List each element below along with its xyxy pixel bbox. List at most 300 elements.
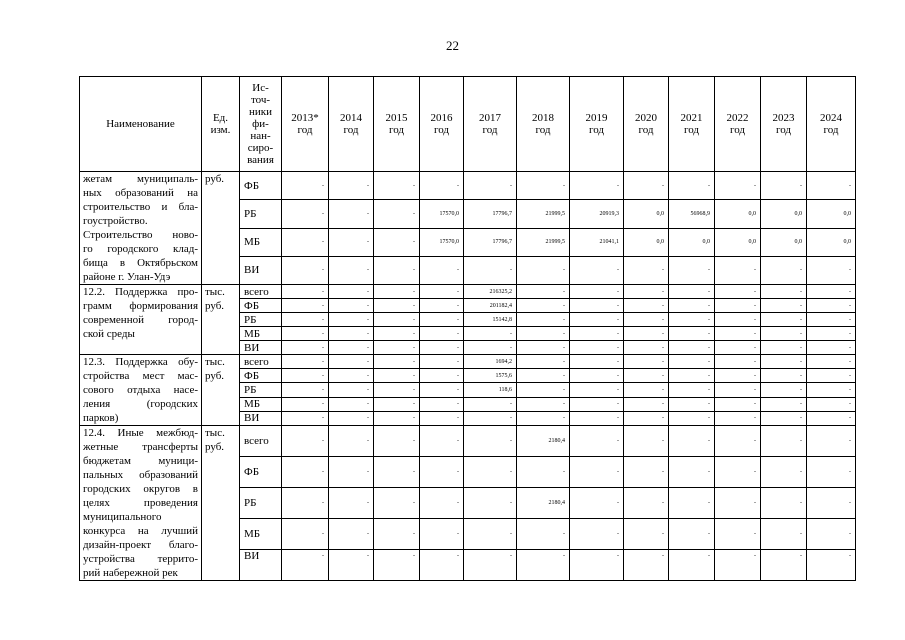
cell-value: - bbox=[282, 488, 329, 519]
cell-value: - bbox=[761, 327, 807, 341]
table-row bbox=[80, 355, 856, 369]
row-source: ФБ bbox=[240, 457, 282, 488]
cell-value: - bbox=[282, 200, 329, 228]
cell-value: - bbox=[570, 426, 624, 457]
cell-value: - bbox=[761, 313, 807, 327]
cell-value: - bbox=[282, 369, 329, 383]
row-source: ВИ bbox=[240, 256, 282, 284]
cell-value: - bbox=[374, 200, 420, 228]
cell-value: - bbox=[464, 426, 517, 457]
cell-value: - bbox=[570, 355, 624, 369]
cell-value: - bbox=[464, 172, 517, 200]
cell-value: - bbox=[715, 299, 761, 313]
row-name-line: муниципального bbox=[83, 511, 162, 523]
cell-value: - bbox=[570, 341, 624, 355]
cell-value: - bbox=[282, 426, 329, 457]
cell-value: - bbox=[420, 256, 464, 284]
cell-value: - bbox=[374, 313, 420, 327]
cell-value: - bbox=[282, 355, 329, 369]
cell-value: - bbox=[329, 397, 374, 411]
cell-value: - bbox=[570, 313, 624, 327]
cell-value: 17570,0 bbox=[420, 200, 464, 228]
cell-value: - bbox=[464, 488, 517, 519]
cell-value: - bbox=[624, 256, 669, 284]
cell-value: - bbox=[464, 550, 517, 581]
cell-value: - bbox=[374, 327, 420, 341]
cell-value: - bbox=[669, 519, 715, 550]
cell-value: - bbox=[624, 426, 669, 457]
cell-value: - bbox=[715, 488, 761, 519]
header-year: 2022 год bbox=[715, 77, 761, 172]
cell-value: - bbox=[669, 457, 715, 488]
cell-value: - bbox=[517, 256, 570, 284]
cell-value: - bbox=[715, 313, 761, 327]
cell-value: - bbox=[624, 172, 669, 200]
cell-value: 0,0 bbox=[715, 228, 761, 256]
cell-value: - bbox=[624, 383, 669, 397]
cell-value: - bbox=[715, 426, 761, 457]
row-source: ВИ bbox=[240, 550, 282, 581]
cell-value: - bbox=[807, 457, 856, 488]
header-year: 2017 год bbox=[464, 77, 517, 172]
table-body bbox=[80, 172, 856, 581]
cell-value: - bbox=[517, 327, 570, 341]
cell-value: 0,0 bbox=[761, 200, 807, 228]
cell-value: - bbox=[624, 369, 669, 383]
cell-value: - bbox=[715, 397, 761, 411]
table-row bbox=[80, 285, 856, 299]
cell-value: - bbox=[761, 550, 807, 581]
cell-value: - bbox=[715, 369, 761, 383]
cell-value: - bbox=[807, 299, 856, 313]
cell-value: - bbox=[420, 369, 464, 383]
cell-value: - bbox=[420, 355, 464, 369]
header-year: 2023 год bbox=[761, 77, 807, 172]
row-name-line: пальных образований bbox=[83, 469, 198, 481]
cell-value: 216325,2 bbox=[464, 285, 517, 299]
row-name-line: дизайн-проект благо- bbox=[83, 539, 198, 551]
header-year: 2014 год bbox=[329, 77, 374, 172]
table-row bbox=[80, 172, 856, 200]
row-name-line: современной город- bbox=[83, 314, 198, 326]
cell-value: - bbox=[669, 369, 715, 383]
cell-value: - bbox=[329, 172, 374, 200]
cell-value: 2180,4 bbox=[517, 426, 570, 457]
cell-value: - bbox=[715, 327, 761, 341]
cell-value: - bbox=[807, 426, 856, 457]
row-name-line: устройства террито- bbox=[83, 553, 198, 565]
cell-value: - bbox=[624, 327, 669, 341]
cell-value: - bbox=[374, 519, 420, 550]
header-unit: Ед. изм. bbox=[202, 77, 240, 172]
cell-value: 0,0 bbox=[624, 228, 669, 256]
cell-value: - bbox=[715, 341, 761, 355]
cell-value: - bbox=[420, 519, 464, 550]
cell-value: - bbox=[420, 457, 464, 488]
row-name-line: сового отдыха насе- bbox=[83, 384, 198, 396]
cell-value: - bbox=[420, 327, 464, 341]
cell-value: - bbox=[282, 519, 329, 550]
row-source: ФБ bbox=[240, 369, 282, 383]
cell-value: 1575,6 bbox=[464, 369, 517, 383]
cell-value: - bbox=[329, 341, 374, 355]
cell-value: - bbox=[374, 488, 420, 519]
cell-value: - bbox=[329, 313, 374, 327]
cell-value: - bbox=[517, 172, 570, 200]
cell-value: - bbox=[329, 411, 374, 425]
cell-value: - bbox=[669, 341, 715, 355]
cell-value: - bbox=[517, 299, 570, 313]
row-name bbox=[80, 355, 202, 426]
cell-value: 2180,4 bbox=[517, 488, 570, 519]
row-name-line: гоустройство. bbox=[83, 215, 148, 227]
row-source: всего bbox=[240, 355, 282, 369]
cell-value: - bbox=[517, 369, 570, 383]
cell-value: - bbox=[329, 457, 374, 488]
cell-value: - bbox=[715, 383, 761, 397]
cell-value: - bbox=[570, 397, 624, 411]
cell-value: - bbox=[282, 256, 329, 284]
cell-value: - bbox=[420, 488, 464, 519]
cell-value: - bbox=[282, 285, 329, 299]
cell-value: - bbox=[329, 285, 374, 299]
row-name-line: ных образований на bbox=[83, 187, 198, 199]
row-source: МБ bbox=[240, 519, 282, 550]
cell-value: - bbox=[570, 327, 624, 341]
cell-value: 17570,0 bbox=[420, 228, 464, 256]
cell-value: 56968,9 bbox=[669, 200, 715, 228]
cell-value: - bbox=[715, 355, 761, 369]
cell-value: - bbox=[517, 355, 570, 369]
header-year: 2013* год bbox=[282, 77, 329, 172]
cell-value: - bbox=[420, 426, 464, 457]
header-year: 2018 год bbox=[517, 77, 570, 172]
row-source: всего bbox=[240, 285, 282, 299]
cell-value: - bbox=[464, 519, 517, 550]
cell-value: - bbox=[329, 383, 374, 397]
cell-value: - bbox=[374, 383, 420, 397]
cell-value: - bbox=[282, 327, 329, 341]
cell-value: - bbox=[282, 228, 329, 256]
cell-value: - bbox=[761, 341, 807, 355]
cell-value: - bbox=[282, 457, 329, 488]
cell-value: - bbox=[329, 327, 374, 341]
row-source: МБ bbox=[240, 327, 282, 341]
cell-value: - bbox=[807, 341, 856, 355]
row-unit: тыс. руб. bbox=[202, 285, 240, 355]
cell-value: - bbox=[624, 411, 669, 425]
cell-value: - bbox=[464, 327, 517, 341]
cell-value: - bbox=[761, 426, 807, 457]
cell-value: 0,0 bbox=[715, 200, 761, 228]
cell-value: - bbox=[761, 488, 807, 519]
cell-value: 21999,5 bbox=[517, 200, 570, 228]
cell-value: - bbox=[761, 285, 807, 299]
cell-value: - bbox=[282, 341, 329, 355]
cell-value: - bbox=[807, 397, 856, 411]
cell-value: - bbox=[807, 285, 856, 299]
cell-value: - bbox=[374, 256, 420, 284]
cell-value: - bbox=[464, 397, 517, 411]
cell-value: - bbox=[570, 383, 624, 397]
cell-value: - bbox=[807, 313, 856, 327]
cell-value: - bbox=[807, 172, 856, 200]
row-name bbox=[80, 285, 202, 355]
header-year: 2016 год bbox=[420, 77, 464, 172]
row-name-line: строительство и бла- bbox=[83, 201, 198, 213]
cell-value: - bbox=[715, 285, 761, 299]
row-name-line: жетные трансферты bbox=[83, 441, 198, 453]
row-source: ФБ bbox=[240, 172, 282, 200]
cell-value: - bbox=[374, 299, 420, 313]
cell-value: - bbox=[517, 411, 570, 425]
row-name bbox=[80, 426, 202, 581]
cell-value: - bbox=[570, 369, 624, 383]
cell-value: - bbox=[329, 299, 374, 313]
cell-value: - bbox=[374, 550, 420, 581]
cell-value: - bbox=[624, 313, 669, 327]
cell-value: - bbox=[570, 299, 624, 313]
cell-value: - bbox=[374, 426, 420, 457]
cell-value: - bbox=[329, 256, 374, 284]
cell-value: - bbox=[761, 519, 807, 550]
cell-value: - bbox=[669, 327, 715, 341]
row-source: РБ bbox=[240, 313, 282, 327]
cell-value: - bbox=[374, 285, 420, 299]
cell-value: - bbox=[669, 299, 715, 313]
cell-value: - bbox=[329, 426, 374, 457]
cell-value: 0,0 bbox=[624, 200, 669, 228]
cell-value: - bbox=[517, 341, 570, 355]
cell-value: - bbox=[374, 172, 420, 200]
cell-value: - bbox=[420, 411, 464, 425]
cell-value: - bbox=[282, 383, 329, 397]
row-source: всего bbox=[240, 426, 282, 457]
header-name: Наименование bbox=[80, 77, 202, 172]
cell-value: - bbox=[420, 313, 464, 327]
cell-value: - bbox=[624, 355, 669, 369]
cell-value: - bbox=[807, 256, 856, 284]
header-year: 2015 год bbox=[374, 77, 420, 172]
row-name-line: го городского клад- bbox=[83, 243, 198, 255]
row-name-line: грамм формирования bbox=[83, 300, 198, 312]
row-name-line: конкурса на лучший bbox=[83, 525, 198, 537]
row-name-line: 12.3. Поддержка обу- bbox=[83, 356, 198, 368]
cell-value: - bbox=[570, 256, 624, 284]
cell-value: - bbox=[761, 369, 807, 383]
cell-value: - bbox=[420, 550, 464, 581]
cell-value: - bbox=[282, 397, 329, 411]
cell-value: - bbox=[807, 519, 856, 550]
row-name-line: ской среды bbox=[83, 328, 135, 340]
cell-value: - bbox=[420, 383, 464, 397]
row-source: РБ bbox=[240, 200, 282, 228]
row-name-line: ления (городских bbox=[83, 398, 198, 410]
row-name-line: 12.4. Иные межбюд- bbox=[83, 427, 198, 439]
cell-value: - bbox=[517, 457, 570, 488]
cell-value: 1694,2 bbox=[464, 355, 517, 369]
cell-value: - bbox=[669, 411, 715, 425]
row-source: ВИ bbox=[240, 411, 282, 425]
cell-value: - bbox=[374, 457, 420, 488]
cell-value: - bbox=[669, 397, 715, 411]
row-name-line: целях проведения bbox=[83, 497, 198, 509]
cell-value: 15142,8 bbox=[464, 313, 517, 327]
cell-value: - bbox=[807, 550, 856, 581]
cell-value: - bbox=[669, 172, 715, 200]
page-number: 22 bbox=[446, 38, 459, 53]
header-year: 2021 год bbox=[669, 77, 715, 172]
cell-value: - bbox=[669, 256, 715, 284]
cell-value: - bbox=[374, 369, 420, 383]
cell-value: - bbox=[517, 383, 570, 397]
cell-value: - bbox=[420, 341, 464, 355]
cell-value: - bbox=[761, 256, 807, 284]
cell-value: - bbox=[570, 488, 624, 519]
row-name-line: Строительство ново- bbox=[83, 229, 198, 241]
header-source: Ис- точ- ники фи- нан- сиро- вания bbox=[240, 77, 282, 172]
cell-value: - bbox=[761, 355, 807, 369]
cell-value: - bbox=[464, 256, 517, 284]
cell-value: 0,0 bbox=[807, 200, 856, 228]
cell-value: 0,0 bbox=[807, 228, 856, 256]
cell-value: - bbox=[715, 457, 761, 488]
cell-value: - bbox=[282, 313, 329, 327]
cell-value: - bbox=[761, 383, 807, 397]
row-name-line: 12.2. Поддержка про- bbox=[83, 286, 198, 298]
cell-value: - bbox=[624, 285, 669, 299]
cell-value: - bbox=[761, 397, 807, 411]
cell-value: 21041,1 bbox=[570, 228, 624, 256]
cell-value: - bbox=[715, 172, 761, 200]
cell-value: 17796,7 bbox=[464, 200, 517, 228]
cell-value: - bbox=[761, 457, 807, 488]
row-source: МБ bbox=[240, 397, 282, 411]
cell-value: - bbox=[761, 299, 807, 313]
cell-value: - bbox=[624, 550, 669, 581]
cell-value: - bbox=[420, 299, 464, 313]
cell-value: - bbox=[420, 172, 464, 200]
cell-value: - bbox=[715, 411, 761, 425]
row-unit: тыс. руб. bbox=[202, 426, 240, 581]
row-name-line: стройства мест мас- bbox=[83, 370, 198, 382]
cell-value: - bbox=[669, 488, 715, 519]
row-source: МБ bbox=[240, 228, 282, 256]
row-name-line: городских округов в bbox=[83, 483, 198, 495]
cell-value: - bbox=[329, 369, 374, 383]
cell-value: - bbox=[517, 313, 570, 327]
cell-value: - bbox=[669, 550, 715, 581]
cell-value: - bbox=[517, 519, 570, 550]
row-name-line: рий набережной рек bbox=[83, 567, 178, 579]
cell-value: - bbox=[329, 200, 374, 228]
header-year: 2024 год bbox=[807, 77, 856, 172]
cell-value: 118,6 bbox=[464, 383, 517, 397]
cell-value: - bbox=[464, 411, 517, 425]
cell-value: - bbox=[517, 397, 570, 411]
cell-value: - bbox=[624, 519, 669, 550]
cell-value: - bbox=[669, 383, 715, 397]
row-name-line: парков) bbox=[83, 412, 119, 424]
table-row bbox=[80, 426, 856, 457]
header-year: 2020 год bbox=[624, 77, 669, 172]
cell-value: - bbox=[282, 411, 329, 425]
row-name-line: жетам муниципаль- bbox=[83, 173, 198, 185]
cell-value: - bbox=[570, 550, 624, 581]
cell-value: - bbox=[669, 355, 715, 369]
cell-value: - bbox=[761, 172, 807, 200]
cell-value: - bbox=[761, 411, 807, 425]
cell-value: - bbox=[715, 256, 761, 284]
cell-value: 201182,4 bbox=[464, 299, 517, 313]
cell-value: - bbox=[807, 383, 856, 397]
cell-value: - bbox=[329, 519, 374, 550]
cell-value: - bbox=[624, 397, 669, 411]
cell-value: - bbox=[420, 285, 464, 299]
cell-value: - bbox=[570, 519, 624, 550]
row-unit: руб. bbox=[202, 172, 240, 285]
cell-value: - bbox=[624, 299, 669, 313]
cell-value: - bbox=[570, 172, 624, 200]
row-source: ВИ bbox=[240, 341, 282, 355]
cell-value: - bbox=[420, 397, 464, 411]
cell-value: - bbox=[715, 550, 761, 581]
cell-value: - bbox=[807, 355, 856, 369]
cell-value: - bbox=[374, 228, 420, 256]
cell-value: - bbox=[807, 369, 856, 383]
cell-value: - bbox=[624, 457, 669, 488]
cell-value: - bbox=[329, 355, 374, 369]
cell-value: - bbox=[807, 327, 856, 341]
row-name bbox=[80, 172, 202, 285]
cell-value: - bbox=[329, 488, 374, 519]
cell-value: 20919,3 bbox=[570, 200, 624, 228]
cell-value: - bbox=[517, 285, 570, 299]
header-year: 2019 год bbox=[570, 77, 624, 172]
cell-value: - bbox=[374, 411, 420, 425]
cell-value: - bbox=[282, 299, 329, 313]
budget-table bbox=[79, 76, 856, 581]
cell-value: - bbox=[570, 411, 624, 425]
row-unit: тыс. руб. bbox=[202, 355, 240, 426]
cell-value: - bbox=[570, 285, 624, 299]
cell-value: - bbox=[329, 550, 374, 581]
cell-value: - bbox=[464, 457, 517, 488]
cell-value: - bbox=[282, 550, 329, 581]
row-name-line: бища в Октябрьском bbox=[83, 257, 198, 269]
cell-value: - bbox=[374, 397, 420, 411]
cell-value: - bbox=[807, 411, 856, 425]
row-name-line: бюджетам муници- bbox=[83, 455, 198, 467]
cell-value: - bbox=[669, 313, 715, 327]
cell-value: - bbox=[570, 457, 624, 488]
row-name-line: районе г. Улан-Удэ bbox=[83, 271, 171, 283]
cell-value: - bbox=[374, 341, 420, 355]
cell-value: - bbox=[624, 488, 669, 519]
cell-value: - bbox=[464, 341, 517, 355]
cell-value: 0,0 bbox=[669, 228, 715, 256]
row-source: ФБ bbox=[240, 299, 282, 313]
cell-value: 17796,7 bbox=[464, 228, 517, 256]
cell-value: - bbox=[329, 228, 374, 256]
header-row bbox=[80, 77, 856, 172]
row-source: РБ bbox=[240, 383, 282, 397]
cell-value: - bbox=[669, 285, 715, 299]
cell-value: - bbox=[807, 488, 856, 519]
cell-value: - bbox=[282, 172, 329, 200]
cell-value: - bbox=[624, 341, 669, 355]
cell-value: - bbox=[715, 519, 761, 550]
